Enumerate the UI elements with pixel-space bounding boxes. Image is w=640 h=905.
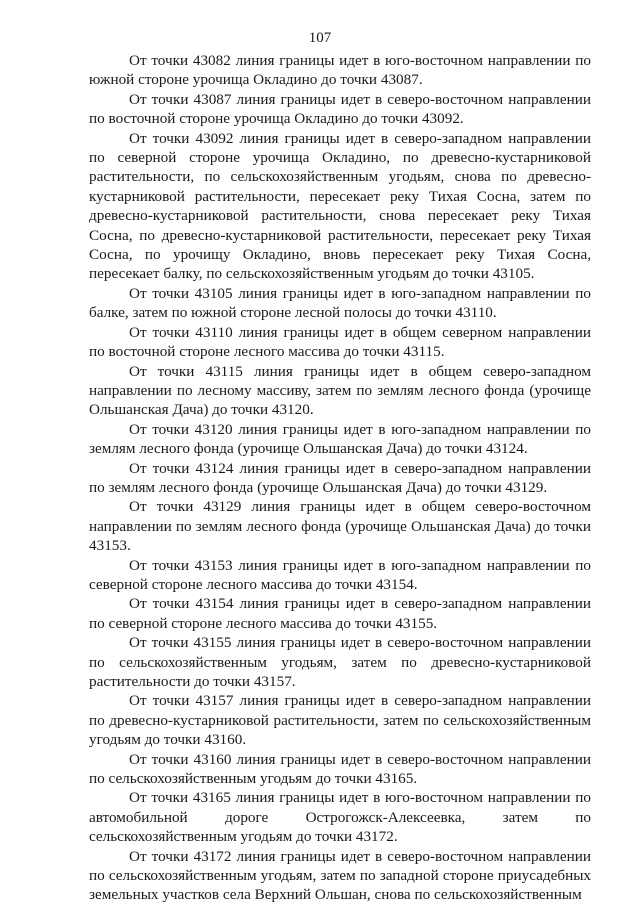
paragraph: От точки 43157 линия границы идет в северо-западном направлении по древесно-кустарниковой растительности, затем по сельскохозяйственным угодьям до точки 43160. bbox=[89, 692, 591, 749]
paragraph: От точки 43160 линия границы идет в северо-восточном направлении по сельскохозяйственным угодьям до точки 43165. bbox=[89, 750, 591, 788]
document-body bbox=[89, 51, 591, 905]
paragraph: От точки 43105 линия границы идет в юго-западном направлении по балке, затем по южной стороне лесной полосы до точки 43110. bbox=[89, 284, 591, 322]
paragraph: От точки 43115 линия границы идет в общем северо-западном направлении по лесному массиву, затем по землям лесного фонда (урочище Ольшанская Дача) до точки 43120. bbox=[89, 362, 591, 419]
paragraph: От точки 43129 линия границы идет в общем северо-восточном направлении по землям лесного фонда (урочище Ольшанская Дача) до точки 43153. bbox=[89, 498, 591, 555]
paragraph: От точки 43155 линия границы идет в северо-восточном направлении по сельскохозяйственным угодьям, затем по древесно-кустарниковой растительности до точки 43157. bbox=[89, 634, 591, 690]
page-number: 107 bbox=[308, 30, 332, 46]
paragraph: От точки 43172 линия границы идет в северо-восточном направлении по сельскохозяйственным угодьям, затем по западной стороне приусадебных земельных участков села Верхний Ольшан, снова по сельскохозяйственным bbox=[89, 847, 591, 904]
paragraph: От точки 43082 линия границы идет в юго-восточном направлении по южной стороне урочища Окладино до точки 43087. bbox=[89, 52, 591, 89]
paragraph: От точки 43092 линия границы идет в северо-западном направлении по северной стороне урочища Окладино, по древесно-кустарниковой растительности, по сельскохозяйственным угодьям, снова по древесно-кустарниковой растительности, пересекает реку Тихая Сосна, затем по древесно-кустарниковой растительности, снова пересекает реку Тихая Сосна, по древесно-кустарниковой растительности, пересекает реку Тихая Сосна, по урочищу Окладино, вновь пересекает реку Тихая Сосна, пересекает балку, по сельскохозяйственным угодьям до точки 43105. bbox=[89, 129, 591, 283]
paragraph: От точки 43120 линия границы идет в юго-западном направлении по землям лесного фонда (урочище Ольшанская Дача) до точки 43124. bbox=[89, 420, 591, 458]
paragraph: От точки 43110 линия границы идет в общем северном направлении по восточной стороне лесного массива до точки 43115. bbox=[89, 323, 591, 361]
paragraph: От точки 43087 линия границы идет в северо-восточном направлении по восточной стороне урочища Окладино до точки 43092. bbox=[89, 90, 591, 128]
paragraph: От точки 43165 линия границы идет в юго-восточном направлении по автомобильной дороге Острогожск-Алексеевка, затем по сельскохозяйственным угодьям до точки 43172. bbox=[89, 789, 591, 846]
paragraph: От точки 43153 линия границы идет в юго-западном направлении по северной стороне лесного массива до точки 43154. bbox=[89, 556, 591, 593]
paragraph: От точки 43124 линия границы идет в северо-западном направлении по землям лесного фонда (урочище Ольшанская Дача) до точки 43129. bbox=[89, 459, 591, 496]
paragraph: От точки 43154 линия границы идет в северо-западном направлении по северной стороне лесного массива до точки 43155. bbox=[89, 595, 591, 632]
